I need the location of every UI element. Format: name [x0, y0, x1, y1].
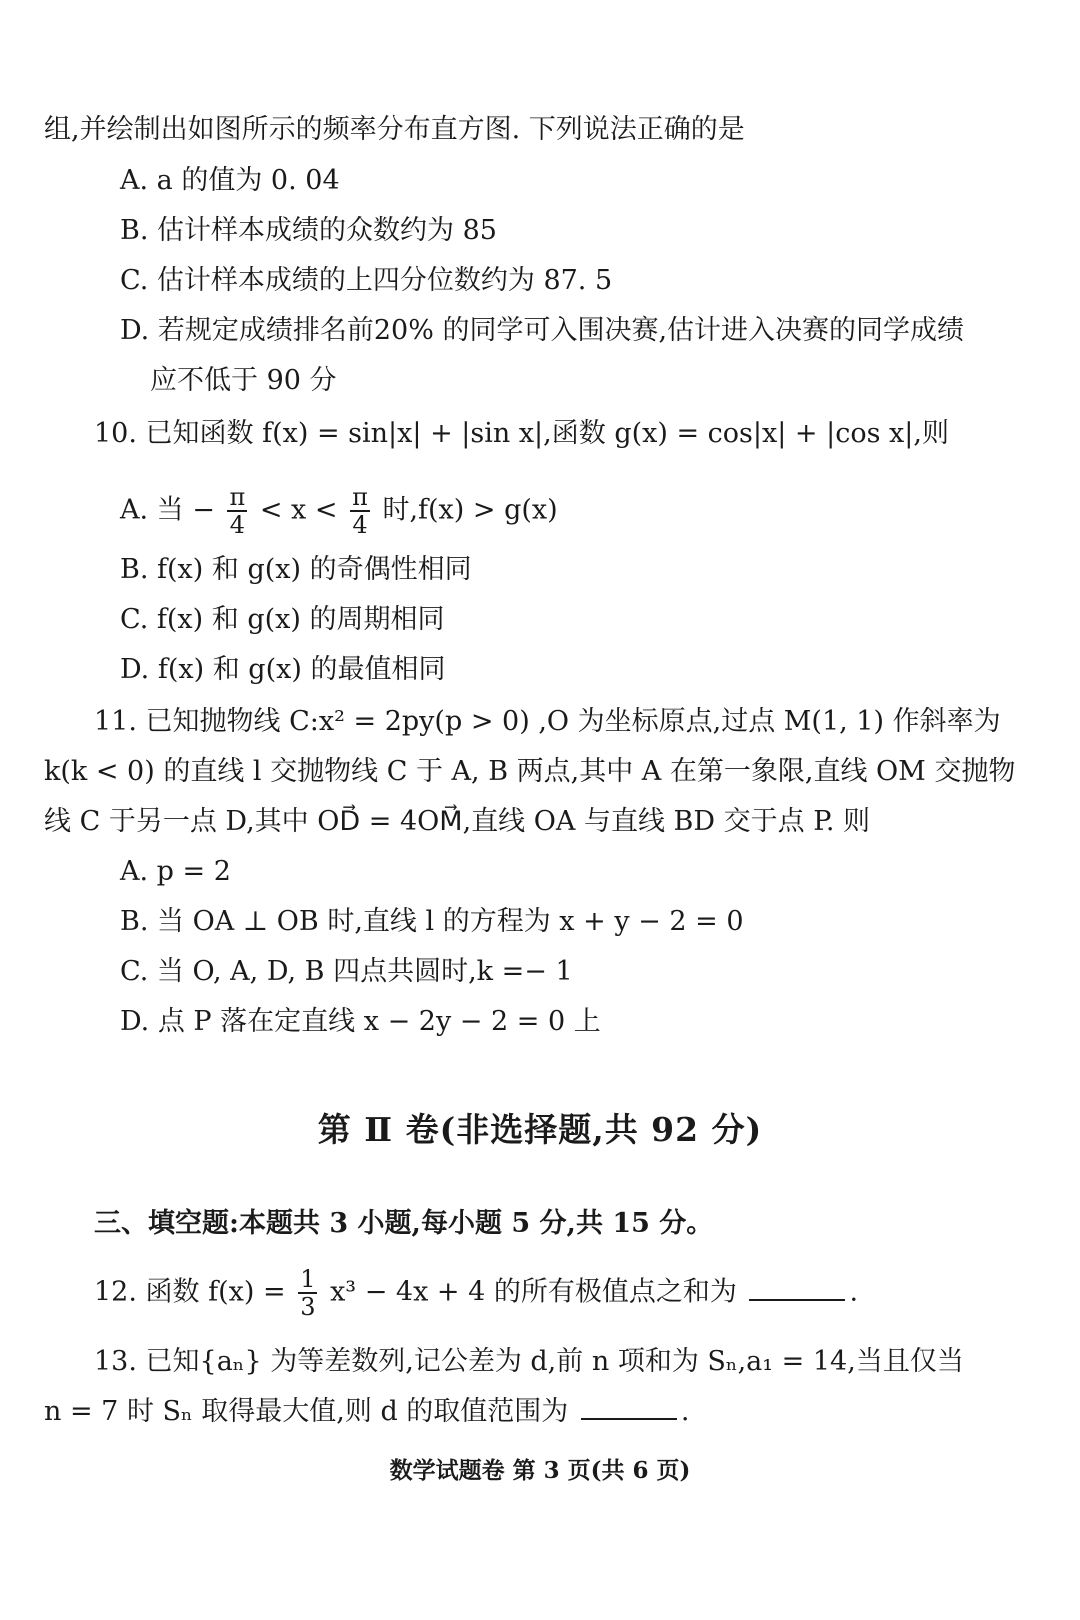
q10-option-b: B. f(x) 和 g(x) 的奇偶性相同	[120, 554, 472, 585]
q12-suffix: x³ − 4x + 4 的所有极值点之和为	[330, 1276, 737, 1308]
q13-line2-text: n = 7 时 Sₙ 取得最大值,则 d 的取值范围为	[44, 1396, 569, 1427]
q11-option-b: B. 当 OA ⊥ OB 时,直线 l 的方程为 x + y − 2 = 0	[120, 906, 744, 937]
q10-option-c: C. f(x) 和 g(x) 的周期相同	[120, 604, 445, 635]
q12-prefix: 12. 函数 f(x) =	[94, 1276, 286, 1308]
page-footer: 数学试题卷 第 3 页(共 6 页)	[389, 1457, 691, 1484]
q10-a-mid: < x <	[259, 494, 338, 526]
q11-stem-line3: 线 C 于另一点 D,其中 OD⃗ = 4OM⃗,直线 OA 与直线 BD 交于点 P. 则	[44, 806, 871, 837]
q13-line1: 13. 已知{aₙ} 为等差数列,记公差为 d,前 n 项和为 Sₙ,a₁ = 14,当且仅当	[94, 1346, 964, 1377]
section-title: 第 Ⅱ 卷(非选择题,共 92 分)	[317, 1110, 763, 1149]
fraction-denominator: 4	[229, 511, 245, 539]
q9-option-b: B. 估计样本成绩的众数约为 85	[120, 215, 497, 246]
fraction-denominator: 3	[300, 1293, 316, 1321]
q9-option-d-line1: D. 若规定成绩排名前20% 的同学可入围决赛,估计进入决赛的同学成绩	[120, 315, 965, 346]
fraction-pi-over-4	[227, 484, 247, 538]
q9-option-c: C. 估计样本成绩的上四分位数约为 87. 5	[120, 265, 613, 296]
fraction-numerator: π	[352, 483, 368, 511]
fraction-numerator: 1	[300, 1265, 316, 1293]
section3-header: 三、填空题:本题共 3 小题,每小题 5 分,共 15 分。	[94, 1208, 714, 1239]
answer-blank	[749, 1275, 845, 1301]
q11-option-c: C. 当 O, A, D, B 四点共圆时,k =− 1	[120, 956, 573, 987]
q10-a-suffix: 时,f(x) > g(x)	[382, 494, 558, 526]
q10-a-prefix: A. 当 −	[120, 494, 215, 526]
q11-stem-line1: 11. 已知抛物线 C:x² = 2py(p > 0) ,O 为坐标原点,过点 M(1, 1) 作斜率为	[94, 706, 1001, 737]
q10-option-d: D. f(x) 和 g(x) 的最值相同	[120, 654, 446, 685]
answer-blank	[581, 1394, 677, 1420]
q13-line2	[44, 1394, 690, 1430]
q10-option-a	[120, 484, 558, 538]
q12-end: .	[849, 1276, 859, 1308]
q9-option-d-line2: 应不低于 90 分	[150, 365, 337, 396]
q10-stem: 10. 已知函数 f(x) = sin|x| + |sin x|,函数 g(x) = cos|x| + |cos x|,则	[94, 418, 949, 449]
q11-stem-line2: k(k < 0) 的直线 l 交抛物线 C 于 A, B 两点,其中 A 在第一象限,直线 OM 交抛物	[44, 756, 1016, 787]
q13-end: .	[680, 1396, 690, 1427]
q9-stem-continuation: 组,并绘制出如图所示的频率分布直方图. 下列说法正确的是	[44, 114, 745, 145]
fraction-numerator: π	[229, 483, 246, 511]
fraction-pi-over-4	[350, 484, 370, 538]
q11-option-d: D. 点 P 落在定直线 x − 2y − 2 = 0 上	[120, 1006, 601, 1037]
q12	[94, 1266, 858, 1320]
q9-option-a: A. a 的值为 0. 04	[120, 165, 340, 196]
fraction-one-third	[298, 1266, 317, 1320]
fraction-denominator: 4	[352, 511, 368, 539]
q11-option-a: A. p = 2	[120, 856, 231, 887]
